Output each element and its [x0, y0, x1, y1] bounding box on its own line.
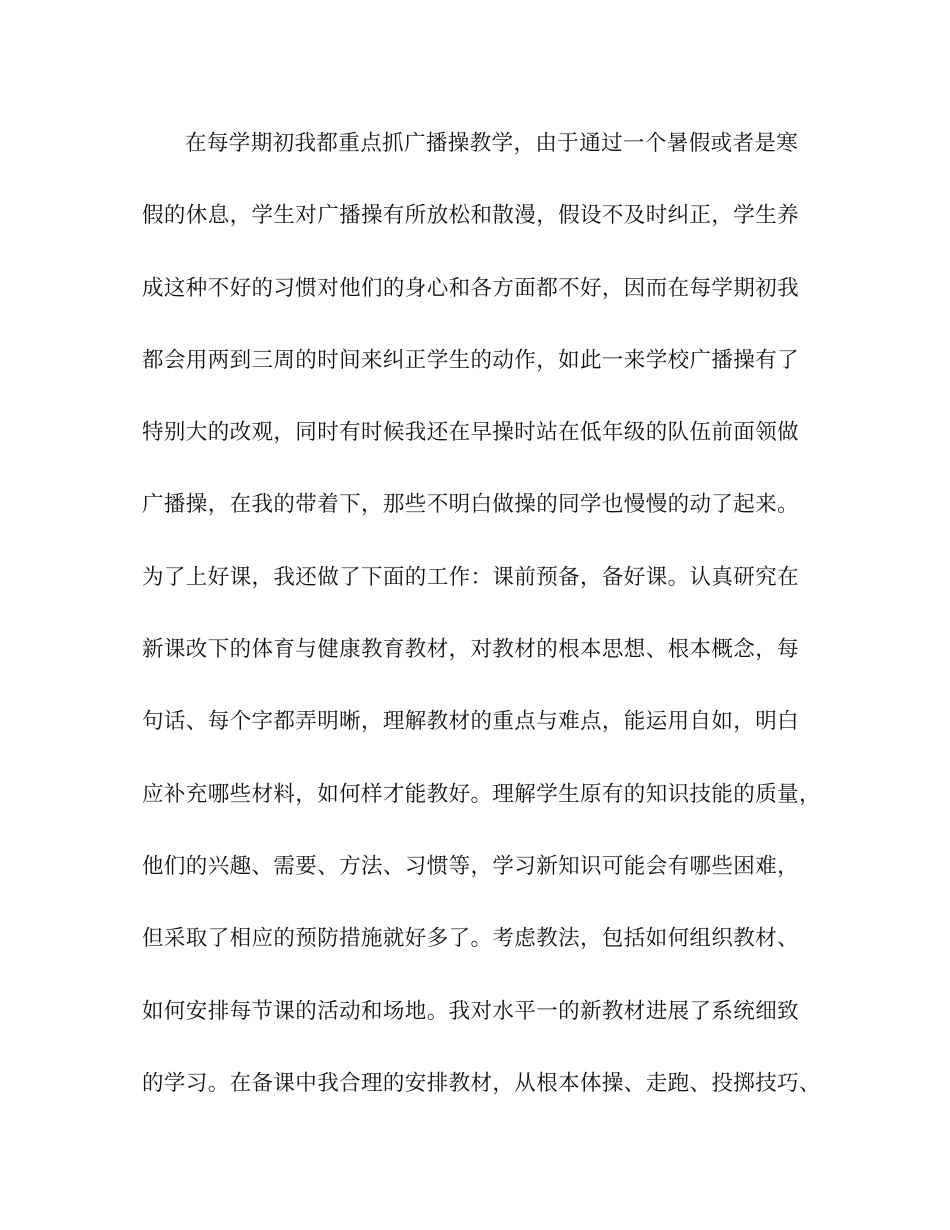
- text-line: 句话、每个字都弄明晰，理解教材的重点与难点，能运用自如，明白: [142, 709, 800, 735]
- text-line: 特别大的改观，同时有时候我还在早操时站在低年级的队伍前面领做: [142, 420, 800, 446]
- text-line: 在每学期初我都重点抓广播操教学，由于通过一个暑假或者是寒: [185, 131, 799, 156]
- text-line: 他们的兴趣、需要、方法、习惯等，学习新知识可能会有哪些困难，: [142, 853, 800, 879]
- text-line: 都会用两到三周的时间来纠正学生的动作，如此一来学校广播操有了: [142, 347, 800, 373]
- text-line: 的学习。在备课中我合理的安排教材，从根本体操、走跑、投掷技巧、: [142, 1070, 821, 1096]
- text-line: 广播操，在我的带着下，那些不明白做操的同学也慢慢的动了起来。: [142, 492, 800, 518]
- text-line: 成这种不好的习惯对他们的身心和各方面都不好，因而在每学期初我: [142, 275, 800, 301]
- text-line: 应补充哪些材料，如何样才能教好。理解学生原有的知识技能的质量，: [142, 781, 821, 807]
- text-line: 假的休息，学生对广播操有所放松和散漫，假设不及时纠正，学生养: [142, 203, 800, 229]
- body-paragraph: [142, 124, 822, 1136]
- text-line: 新课改下的体育与健康教育教材，对教材的根本思想、根本概念，每: [142, 637, 800, 663]
- text-line: 为了上好课，我还做了下面的工作：课前预备，备好课。认真研究在: [142, 564, 800, 590]
- text-line: 但采取了相应的预防措施就好多了。考虑教法，包括如何组织教材、: [142, 926, 800, 952]
- text-line: 如何安排每节课的活动和场地。我对水平一的新教材进展了系统细致: [142, 998, 800, 1024]
